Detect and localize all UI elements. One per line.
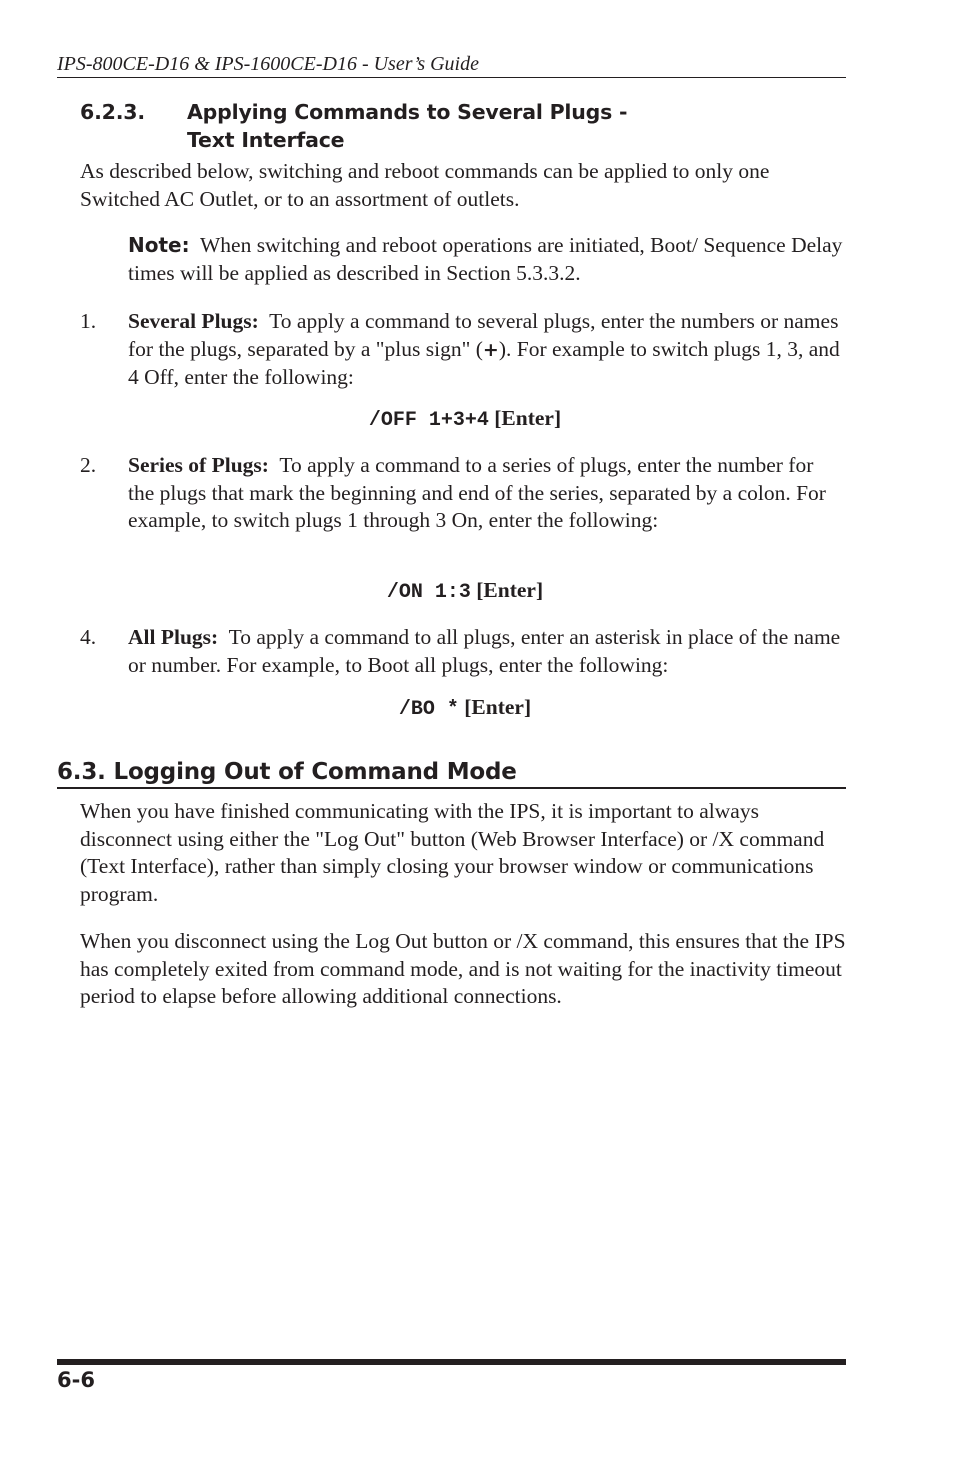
list-item-text: To apply a command to all plugs, enter an asterisk in place of the name or number. For example, to Boot all plugs, enter the following: bbox=[128, 625, 841, 677]
list-item-body bbox=[128, 308, 843, 392]
footer-rule bbox=[57, 1359, 846, 1365]
list-item-text: To apply a command to a series of plugs, enter the number for the plugs that mark the beginning and end of the series, separated by a colon. For example, to switch plugs 1 through 3 On, enter the following: bbox=[128, 453, 826, 532]
section-title-line-1: Applying Commands to Several Plugs - bbox=[187, 100, 628, 124]
command-key: [Enter] bbox=[494, 406, 562, 430]
note-text: When switching and reboot operations are initiated, Boot/ Sequence Delay times will be applied as described in Section 5.3.3.2. bbox=[128, 233, 843, 285]
list-item-lead: Series of Plugs: bbox=[128, 453, 269, 477]
logout-paragraph-2: When you disconnect using the Log Out button or /X command, this ensures that the IPS has completely exited from command mode, and is not waiting for the inactivity timeout period to elapse before allowing additional connections. bbox=[80, 929, 846, 1008]
command-key: [Enter] bbox=[476, 578, 544, 602]
section-number: 6.2.3. bbox=[80, 100, 145, 124]
list-item-lead: Several Plugs: bbox=[128, 309, 259, 333]
intro-paragraph: As described below, switching and reboot commands can be applied to only one Switched AC Outlet, or to an assortment of outlets. bbox=[80, 159, 770, 211]
list-item-lead: All Plugs: bbox=[128, 625, 219, 649]
section-title bbox=[187, 98, 807, 154]
command-example bbox=[80, 693, 850, 724]
command-example bbox=[80, 576, 850, 607]
command-code: /ON 1:3 bbox=[386, 581, 471, 604]
list-item-body bbox=[128, 624, 843, 679]
note-colon: : bbox=[181, 233, 190, 257]
section-6-3-heading: 6.3. Logging Out of Command Mode bbox=[57, 758, 846, 789]
running-header: IPS-800CE-D16 & IPS-1600CE-D16 - User’s Guide bbox=[57, 52, 846, 78]
command-example bbox=[80, 404, 850, 435]
section-title-line-2: Text Interface bbox=[187, 128, 345, 152]
note-label: Note bbox=[128, 233, 182, 257]
list-item-text-continued: ). For example to switch plugs 1, 3, and 4 Off, enter the following: bbox=[128, 336, 840, 389]
list-item-body bbox=[128, 452, 843, 535]
list-marker: 4. bbox=[80, 625, 97, 649]
command-key: [Enter] bbox=[464, 695, 532, 719]
list-item-text: To apply a command to several plugs, enter the numbers or names for the plugs, separated by a "plus sign" ( bbox=[128, 309, 839, 361]
command-code: /OFF 1+3+4 bbox=[368, 409, 489, 432]
plus-sign-symbol: + bbox=[482, 338, 499, 361]
note-block bbox=[128, 232, 848, 287]
page-number: 6-6 bbox=[57, 1368, 95, 1392]
list-marker: 2. bbox=[80, 453, 97, 477]
list-marker: 1. bbox=[80, 309, 97, 333]
command-code: /BO * bbox=[398, 698, 459, 721]
logout-paragraph-1: When you have finished communicating with the IPS, it is important to always disconnect using either the "Log Out" button (Web Browser Interface) or /X command (Text Interface), rather than simply closing your browser window or communications program. bbox=[80, 799, 825, 906]
